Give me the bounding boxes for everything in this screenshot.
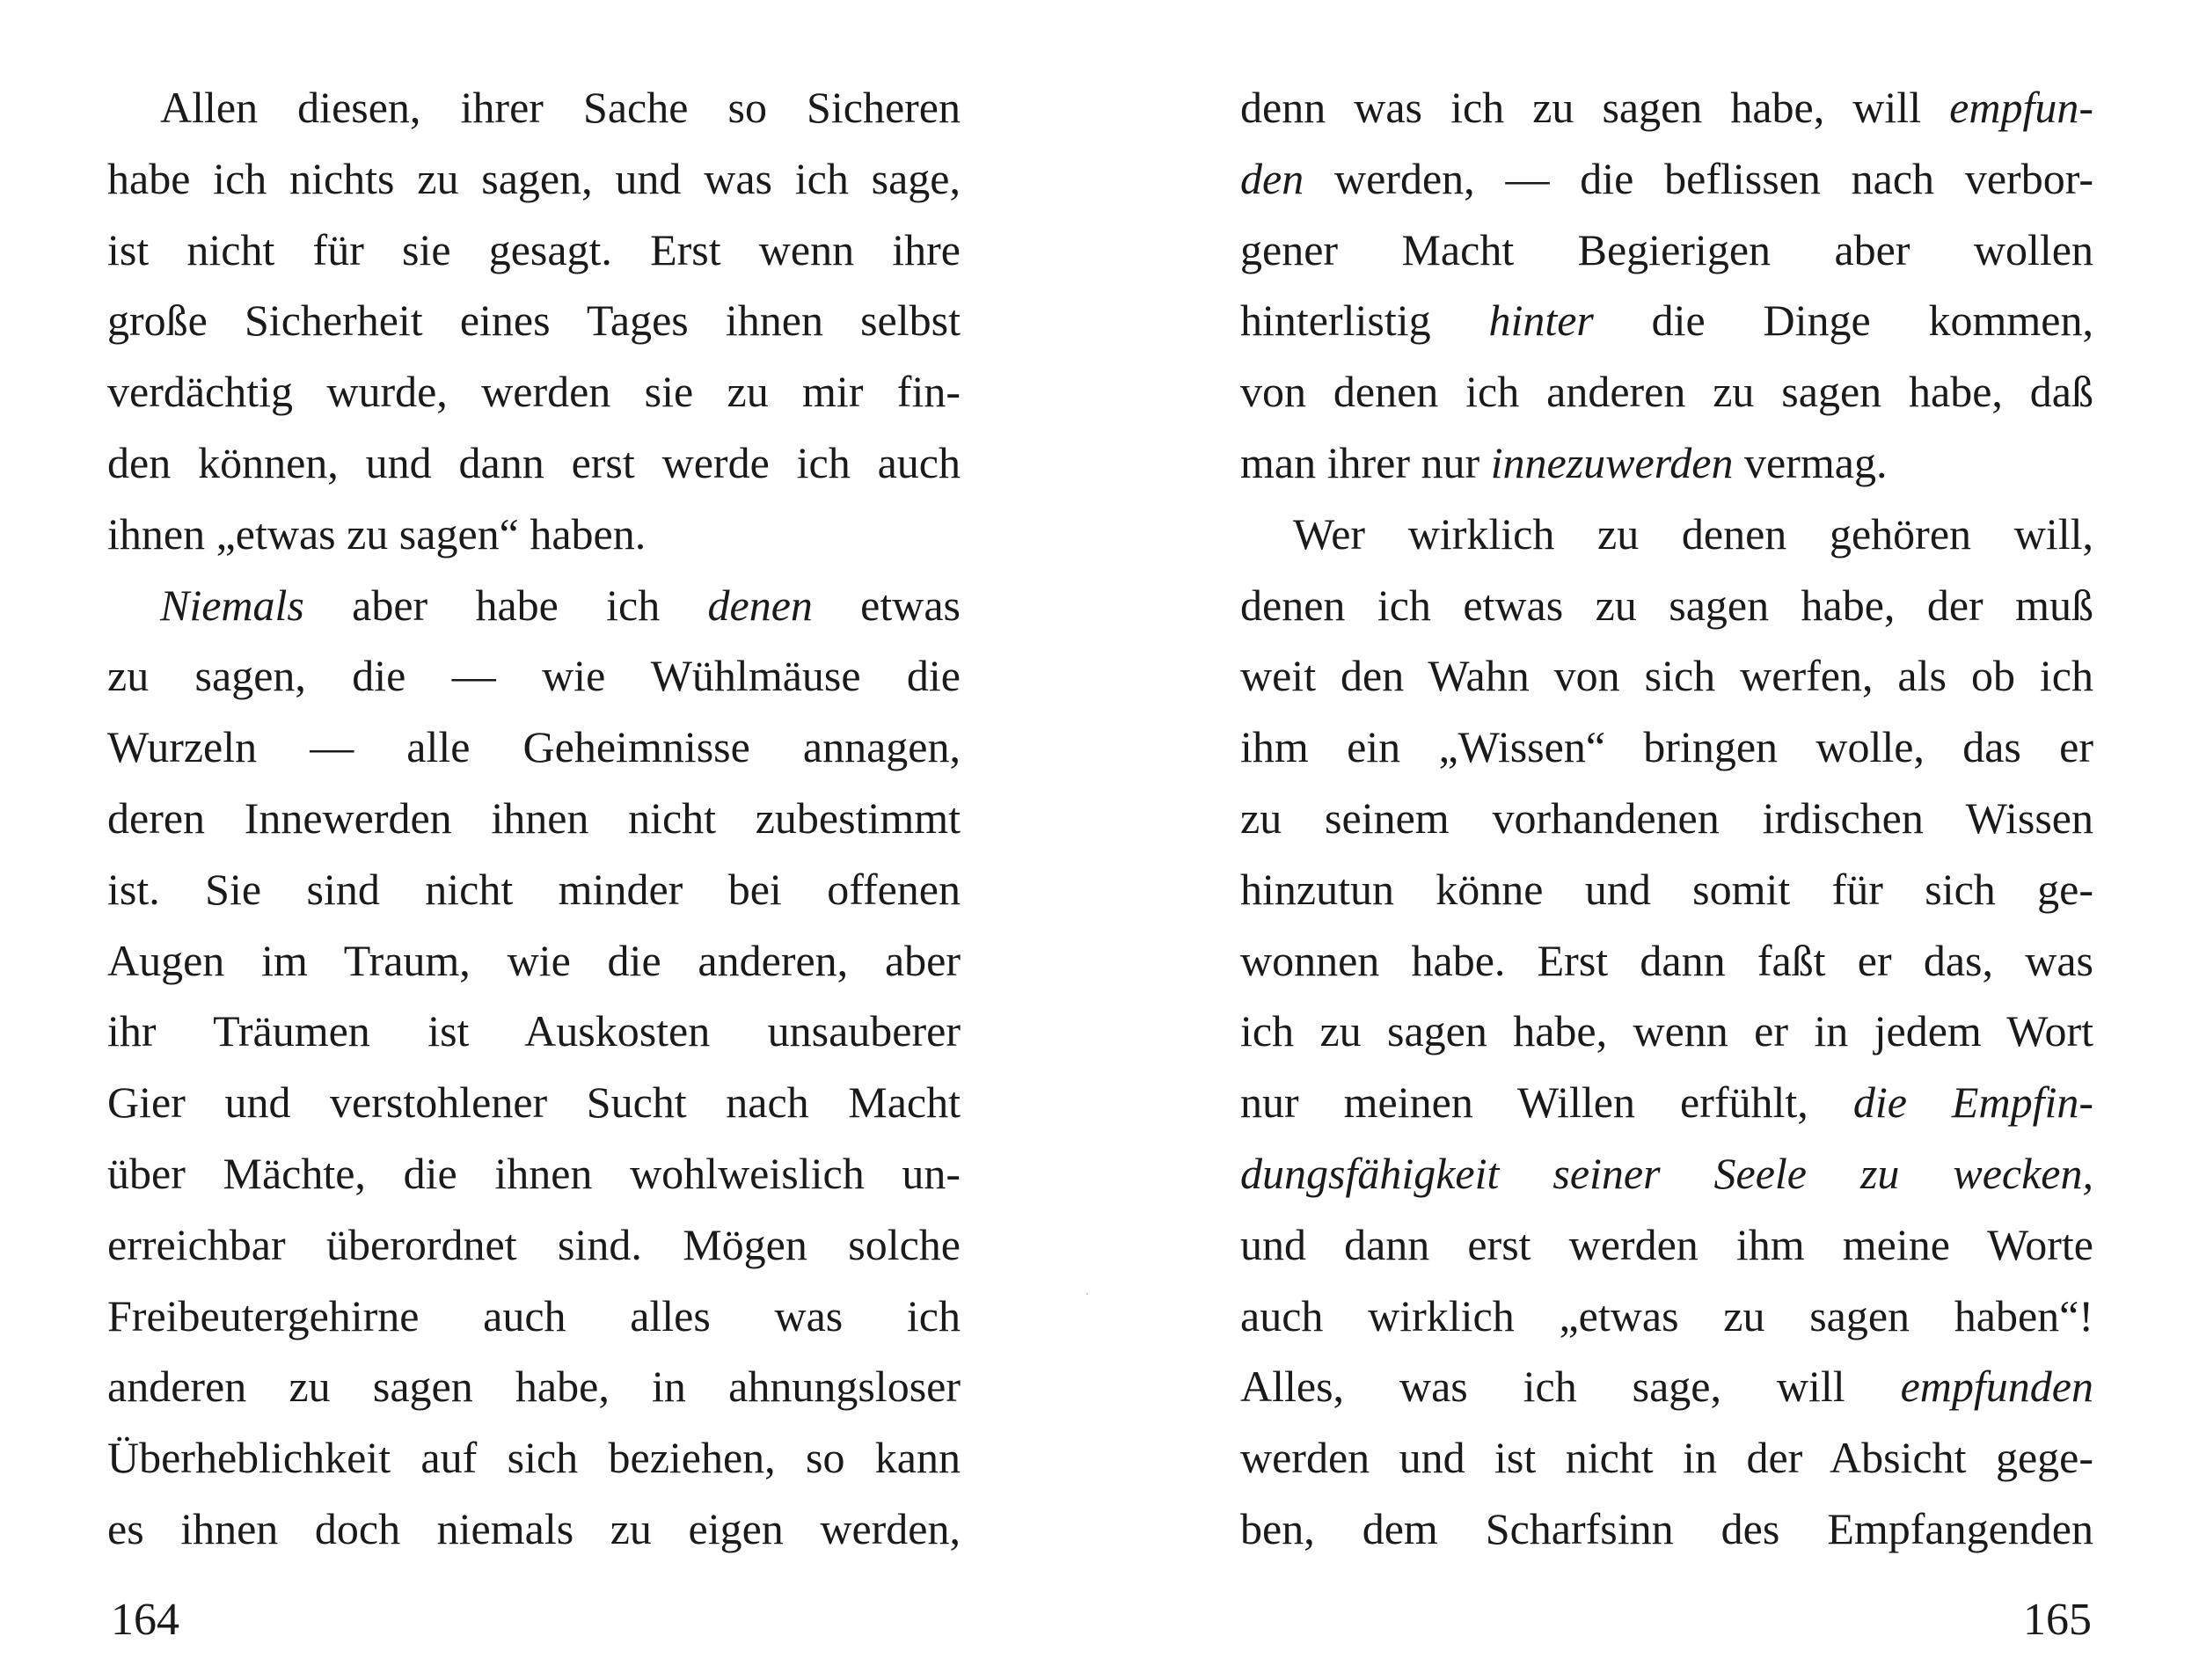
- text-run: ihr Träumen ist Auskosten unsauberer: [107, 1006, 961, 1056]
- text-run: zu seinem vorhandenen irdischen Wissen: [1240, 793, 2093, 843]
- text-line: [107, 1494, 961, 1565]
- emphasized-text: denen: [707, 580, 813, 630]
- text-line: [1240, 1351, 2093, 1422]
- text-line: [1240, 1067, 2093, 1138]
- text-line: [1240, 215, 2093, 286]
- text-line: [107, 427, 961, 499]
- text-run: ben, dem Scharfsinn des Empfangenden: [1240, 1503, 2093, 1553]
- text-run: werden, — die beflissen nach verbor-: [1304, 153, 2093, 203]
- text-line: [1240, 285, 2093, 356]
- text-run: ist nicht für sie gesagt. Erst wenn ihre: [107, 224, 961, 274]
- emphasized-text: den: [1240, 153, 1304, 203]
- text-line: [1240, 1281, 2093, 1352]
- text-line: [1240, 996, 2093, 1067]
- text-line: [107, 712, 961, 783]
- text-line: [107, 570, 961, 641]
- text-run: etwas: [812, 580, 961, 630]
- text-run: zu sagen, die — wie Wühlmäuse die: [107, 651, 961, 701]
- right-page: [1100, 0, 2199, 1680]
- text-line: [107, 143, 961, 215]
- text-run: denn was ich zu sagen habe, will: [1240, 83, 1950, 132]
- text-run: aber habe ich: [303, 580, 708, 630]
- text-run: Freibeutergehirne auch alles was ich: [107, 1290, 961, 1340]
- text-run: weit den Wahn von sich werfen, als ob ich: [1240, 651, 2093, 701]
- text-run: Wer wirklich zu denen gehören will,: [1293, 508, 2093, 559]
- text-line: [107, 783, 961, 854]
- text-line: [107, 1422, 961, 1494]
- text-run: anderen zu sagen habe, in ahnungsloser: [107, 1362, 961, 1412]
- text-run: nur meinen Willen erfühlt,: [1240, 1077, 1853, 1128]
- text-run: ihnen „etwas zu sagen“ haben.: [107, 508, 647, 559]
- text-line: [1240, 499, 2093, 570]
- text-run: habe ich nichts zu sagen, und was ich sage,: [107, 153, 961, 203]
- text-line: [107, 499, 961, 570]
- text-line: [1240, 72, 2093, 143]
- text-run: Alles, was ich sage, will: [1240, 1362, 1901, 1412]
- text-line: [107, 1281, 961, 1352]
- text-run: Überheblichkeit auf sich beziehen, so kann: [107, 1433, 961, 1483]
- text-line: [107, 1209, 961, 1281]
- text-run: Allen diesen, ihrer Sache so Sicheren: [160, 83, 961, 132]
- text-line: [107, 1138, 961, 1209]
- text-line: [1240, 1422, 2093, 1494]
- left-page-number: 164: [111, 1595, 179, 1645]
- text-run: Gier und verstohlener Sucht nach Macht: [107, 1077, 961, 1128]
- text-run: und dann erst werden ihm meine Worte: [1240, 1219, 2093, 1269]
- text-line: [1240, 143, 2093, 215]
- text-line: [1240, 854, 2093, 925]
- text-run: wonnen habe. Erst dann faßt er das, was: [1240, 935, 2093, 985]
- text-line: [107, 996, 961, 1067]
- text-run: von denen ich anderen zu sagen habe, daß: [1240, 367, 2093, 417]
- emphasized-text: innezuwerden: [1490, 437, 1734, 487]
- right-page-number: 165: [2023, 1595, 2092, 1645]
- text-run: deren Innewerden ihnen nicht zubestimmt: [107, 793, 961, 843]
- text-run: den können, und dann erst werde ich auch: [107, 437, 961, 487]
- text-run: ich zu sagen habe, wenn er in jedem Wort: [1240, 1006, 2093, 1056]
- text-line: [1240, 570, 2093, 641]
- text-line: [1240, 783, 2093, 854]
- text-line: [107, 285, 961, 356]
- text-line: [1240, 1209, 2093, 1281]
- text-run: erreichbar überordnet sind. Mögen solche: [107, 1219, 961, 1269]
- emphasized-text: hinter: [1488, 296, 1594, 346]
- text-line: [1240, 712, 2093, 783]
- text-run: werden und ist nicht in der Absicht gege-: [1240, 1433, 2093, 1483]
- text-run: ihm ein „Wissen“ bringen wolle, das er: [1240, 722, 2093, 772]
- gutter-speck: [1086, 1293, 1088, 1295]
- text-run: vermag.: [1733, 437, 1888, 487]
- left-page-text: [107, 72, 961, 1565]
- text-run: ist. Sie sind nicht minder bei offenen: [107, 864, 961, 914]
- text-run: verdächtig wurde, werden sie zu mir fin-: [107, 367, 961, 417]
- text-line: [107, 854, 961, 925]
- text-run: denen ich etwas zu sagen habe, der muß: [1240, 580, 2093, 630]
- text-line: [1240, 1138, 2093, 1209]
- text-line: [1240, 925, 2093, 997]
- text-line: [107, 356, 961, 427]
- text-run: auch wirklich „etwas zu sagen haben“!: [1240, 1290, 2093, 1340]
- emphasized-text: die Empfin-: [1852, 1077, 2093, 1128]
- emphasized-text: dungsfähigkeit seiner Seele zu wecken,: [1240, 1148, 2093, 1198]
- text-run: hinterlistig: [1240, 296, 1489, 346]
- right-page-text: [1240, 72, 2093, 1565]
- text-line: [107, 72, 961, 143]
- text-line: [107, 1351, 961, 1422]
- text-run: Wurzeln — alle Geheimnisse annagen,: [107, 722, 961, 772]
- text-line: [107, 215, 961, 286]
- text-run: Augen im Traum, wie die anderen, aber: [107, 935, 961, 985]
- text-run: es ihnen doch niemals zu eigen werden,: [107, 1503, 961, 1553]
- text-run: über Mächte, die ihnen wohlweislich un-: [107, 1148, 961, 1198]
- text-line: [1240, 427, 2093, 499]
- emphasized-text: empfunden: [1900, 1362, 2093, 1412]
- emphasized-text: Niemals: [160, 580, 304, 630]
- text-line: [107, 925, 961, 997]
- text-line: [1240, 1494, 2093, 1565]
- text-run: große Sicherheit eines Tages ihnen selbst: [107, 296, 961, 346]
- emphasized-text: empfun-: [1949, 83, 2093, 132]
- text-run: die Dinge kommen,: [1593, 296, 2093, 346]
- text-run: hinzutun könne und somit für sich ge-: [1240, 864, 2093, 914]
- text-run: man ihrer nur: [1240, 437, 1491, 487]
- text-line: [107, 640, 961, 712]
- text-line: [1240, 356, 2093, 427]
- text-run: gener Macht Begierigen aber wollen: [1240, 224, 2093, 274]
- text-line: [1240, 640, 2093, 712]
- text-line: [107, 1067, 961, 1138]
